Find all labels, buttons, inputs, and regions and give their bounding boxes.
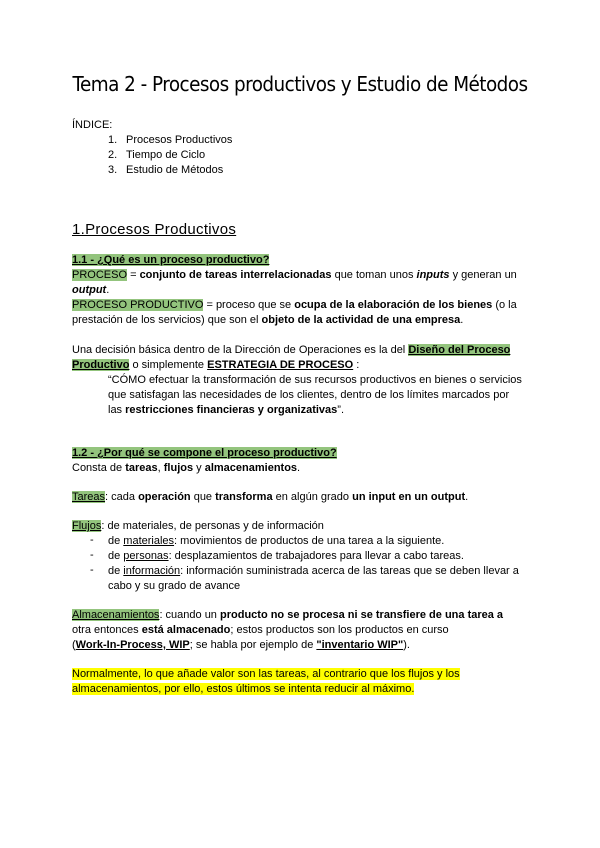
list-item xyxy=(108,549,464,564)
paragraph-line xyxy=(72,490,468,505)
list-item xyxy=(108,564,519,579)
paragraph-line xyxy=(72,519,324,534)
index-item xyxy=(108,163,223,178)
paragraph-line xyxy=(72,268,517,283)
text: . xyxy=(297,462,301,474)
bold-text: flujos xyxy=(163,462,194,474)
index-item xyxy=(108,148,205,163)
paragraph-line xyxy=(72,461,300,476)
text: (o la xyxy=(492,299,517,311)
underlined-text: materiales xyxy=(123,535,175,547)
text: de xyxy=(108,565,124,577)
quote-line: que satisfagan las necesidades de los clientes, dentro de los límites marcados por xyxy=(108,389,510,401)
italic-text: inputs xyxy=(416,269,450,281)
text: ; se habla por ejemplo de xyxy=(189,639,317,651)
text: , xyxy=(157,462,164,474)
term-highlight: Diseño del Proceso xyxy=(408,344,511,356)
bold-text: tareas xyxy=(125,462,158,474)
underlined-text: información xyxy=(123,565,181,577)
paragraph-line xyxy=(72,313,463,328)
index-item xyxy=(108,133,232,148)
text: las xyxy=(108,404,126,416)
subsection-heading-text: 1.1 - ¿Qué es un proceso productivo? xyxy=(72,254,270,266)
list-item xyxy=(108,534,444,549)
term-highlight: PROCESO xyxy=(72,269,128,281)
list-item-continuation: cabo y su grado de avance xyxy=(108,580,241,592)
underlined-text: personas xyxy=(123,550,169,562)
text: de xyxy=(108,550,124,562)
subsection-heading xyxy=(72,253,269,268)
term-highlight: Flujos xyxy=(72,520,102,532)
text: de xyxy=(108,535,124,547)
bold-text: "inventario WIP" xyxy=(316,639,404,651)
bold-text: transforma xyxy=(215,491,273,503)
index-item-text: Tiempo de Ciclo xyxy=(126,149,206,161)
text: que toman unos xyxy=(331,269,417,281)
term-highlight: Almacenamientos xyxy=(72,609,160,621)
term-highlight: Productivo xyxy=(72,359,130,371)
text: : de materiales, de personas y de información xyxy=(101,520,324,532)
highlighted-text: Normalmente, lo que añade valor son las tareas, al contrario que los flujos y los xyxy=(72,668,460,680)
text: otra entonces xyxy=(72,624,142,636)
paragraph-line xyxy=(72,638,410,653)
text: . xyxy=(106,284,110,296)
index-item-text: Estudio de Métodos xyxy=(126,164,224,176)
bold-text: ESTRATEGIA DE PROCESO xyxy=(207,359,354,371)
bold-text: Work-In-Process, WIP xyxy=(75,639,190,651)
text: = proceso que se xyxy=(203,299,295,311)
text: y generan un xyxy=(449,269,517,281)
subsection-heading xyxy=(72,446,337,461)
text: ”. xyxy=(337,404,345,416)
text: que xyxy=(190,491,216,503)
quote-line: “CÓMO efectuar la transformación de sus recursos productivos en bienes o servicios xyxy=(108,374,522,386)
bullet-dash: - xyxy=(90,564,94,576)
text: : movimientos de productos de una tarea a la siguiente. xyxy=(174,535,445,547)
index-item-number: 2. xyxy=(108,149,118,161)
paragraph-line xyxy=(72,608,503,623)
index-item-number: 3. xyxy=(108,164,118,176)
highlighted-text: almacenamientos, por ello, estos últimos se intenta reducir al máximo. xyxy=(72,683,415,695)
text: y xyxy=(193,462,205,474)
bold-text: producto no se procesa ni se transfiere de una tarea a xyxy=(220,609,504,621)
text: = xyxy=(127,269,140,281)
bold-text: conjunto de tareas interrelacionadas xyxy=(139,269,332,281)
bold-text: operación xyxy=(138,491,191,503)
text: . xyxy=(465,491,469,503)
bold-text: ocupa de la elaboración de los bienes xyxy=(294,299,493,311)
term-highlight: Tareas xyxy=(72,491,106,503)
text: en algún grado xyxy=(272,491,353,503)
text: : cada xyxy=(105,491,139,503)
text: Una decisión básica dentro de la Dirección de Operaciones es la del xyxy=(72,344,409,356)
paragraph-line xyxy=(72,623,449,638)
paragraph-line xyxy=(72,358,359,373)
text: prestación de los servicios) que son el xyxy=(72,314,262,326)
highlighted-note xyxy=(72,682,414,697)
bullet-dash: - xyxy=(90,534,94,546)
section-heading: 1.Procesos Productivos xyxy=(72,221,237,238)
bold-text: restricciones financieras y organizativas xyxy=(125,404,338,416)
text: : xyxy=(353,359,360,371)
quote-line xyxy=(108,403,344,418)
text: : información suministrada acerca de las tareas que se deben llevar a xyxy=(180,565,519,577)
text: ( xyxy=(72,639,76,651)
bold-text: está almacenado xyxy=(141,624,231,636)
bold-text: objeto de la actividad de una empresa xyxy=(261,314,461,326)
paragraph-line xyxy=(72,283,109,298)
bold-text: un input en un output xyxy=(352,491,466,503)
index-item-number: 1. xyxy=(108,134,118,146)
highlighted-note xyxy=(72,667,460,682)
text: . xyxy=(460,314,464,326)
italic-text: output xyxy=(72,284,107,296)
index-item-text: Procesos Productivos xyxy=(126,134,233,146)
paragraph-line xyxy=(72,343,510,358)
bullet-dash: - xyxy=(90,549,94,561)
text: : cuando un xyxy=(159,609,220,621)
index-label: ÍNDICE: xyxy=(72,119,113,131)
text: ). xyxy=(403,639,410,651)
text: Consta de xyxy=(72,462,126,474)
paragraph-line xyxy=(72,298,517,313)
bold-text: almacenamientos xyxy=(204,462,298,474)
text: : desplazamientos de trabajadores para llevar a cabo tareas. xyxy=(168,550,464,562)
subsection-heading-text: 1.2 - ¿Por qué se compone el proceso productivo? xyxy=(72,447,337,459)
text: ; estos productos son los productos en curso xyxy=(230,624,449,636)
text: o simplemente xyxy=(129,359,208,371)
document-title: Tema 2 - Procesos productivos y Estudio de Métodos xyxy=(72,72,528,96)
term-highlight: PROCESO PRODUCTIVO xyxy=(72,299,204,311)
